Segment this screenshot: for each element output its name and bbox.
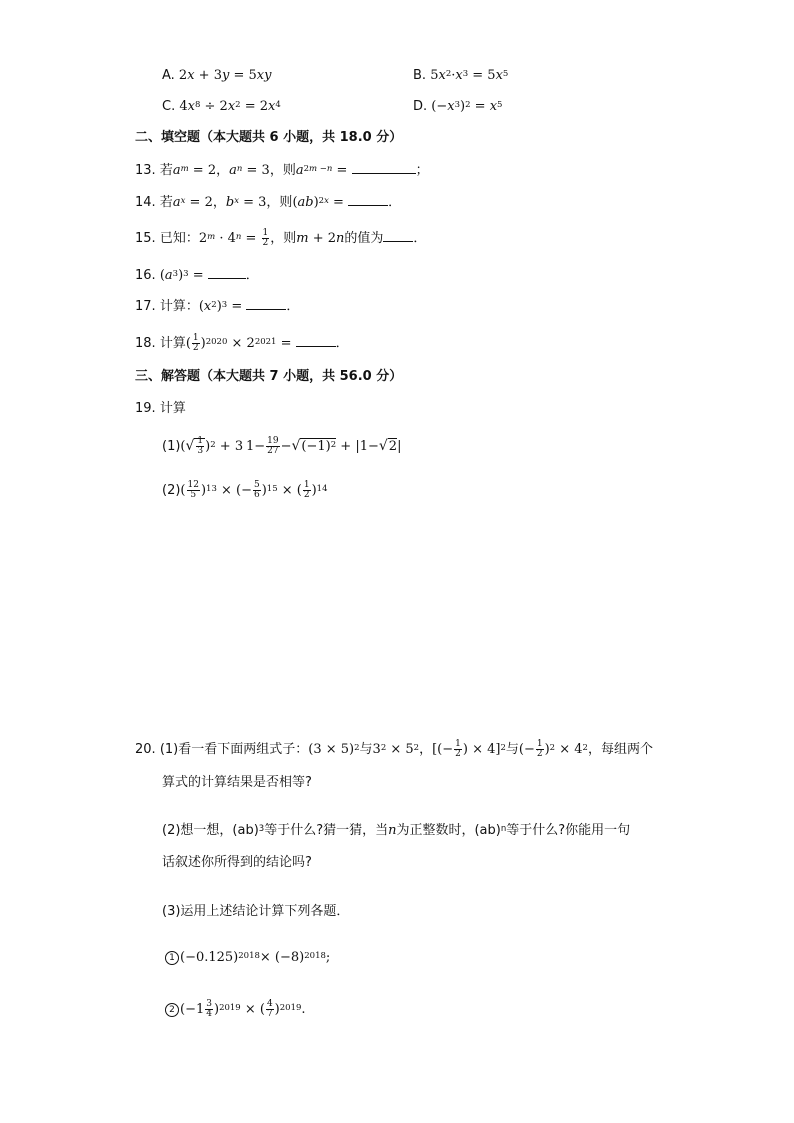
fraction: $\frac{1}{2}$ <box>536 739 543 759</box>
fraction: $\frac{3}{4}$ <box>206 999 212 1019</box>
question-19-part-2: (2)( $\frac{12}{5}$ )$^{13}$ × (− $\frac{5}{6}$ )$^{15}$ × ( $\frac{1}{2}$ )$^{14}$ <box>162 480 328 500</box>
option-b: B. $5x^2\cdot x^3 = 5x^5$ <box>413 68 509 83</box>
answer-blank[interactable] <box>208 267 246 279</box>
question-16: 16. $(a^3)^3$ = ． <box>135 268 259 283</box>
answer-blank[interactable] <box>383 230 413 242</box>
answer-blank[interactable] <box>348 194 388 206</box>
fraction: $\frac{1}{2}$ <box>262 228 269 248</box>
question-17: 17. 计算：$(x^2)^3$ = ． <box>135 299 300 314</box>
option-d: D. $(-x^3)^2 = x^5$ <box>413 99 503 114</box>
option-a: A. 2x + 3y = 5xy <box>162 68 272 83</box>
answer-blank[interactable] <box>352 162 416 174</box>
answer-blank[interactable] <box>296 335 336 347</box>
question-18: 18. 计算( $\frac{1}{2}$ )$^{2020} \times 2^{2021}$ = ． <box>135 333 349 353</box>
fraction: $\frac{1}{2}$ <box>455 739 461 759</box>
fraction: $\frac{1}{2}$ <box>303 480 310 500</box>
fraction: $\frac{4}{7}$ <box>266 999 273 1019</box>
question-20-line-2: 算式的计算结果是否相等? <box>162 775 312 790</box>
circled-number: 1 <box>165 951 179 965</box>
circled-number: 2 <box>165 1003 179 1017</box>
question-20-item-1: 1 $(-0.125)^{2018}\times (-8)^{2018}$; <box>165 950 330 966</box>
answer-blank[interactable] <box>246 298 286 310</box>
question-15: 15. 已知：$2^m \cdot 4^n$ = $\frac{1}{2}$ ，则m + 2n的值为 ． <box>135 228 427 248</box>
fraction: $\frac{1}{2}$ <box>192 333 199 353</box>
fraction: $\frac{1}{3}$ <box>197 436 204 456</box>
question-20-line-3: (2)想一想，(ab)$^3$等于什么?猜一猜，当n为正整数时，(ab)$^n$等于什么?你能用一句 <box>162 823 631 838</box>
fraction: $\frac{12}{5}$ <box>187 480 199 500</box>
question-19-part-1: (1)(√ $\frac{1}{3}$ )$^2$ + 3 1− $\frac{19}{27}$ $-√(-1)^2 + |1-√2|$ <box>162 436 402 456</box>
mixed-fraction <box>243 442 246 451</box>
question-19-title: 19. 计算 <box>135 401 186 416</box>
option-c: C. $4x^8 \div 2x^2 = 2x^4$ <box>162 99 281 114</box>
section-answer-heading: 三、解答题（本大题共 7 小题，共 56.0 分） <box>135 369 403 384</box>
question-20-item-2: 2 (−1 $\frac{3}{4}$ )$^{2019}$ × ( $\frac{4}{7}$ )$^{2019}$. <box>165 1000 306 1019</box>
question-20-line-5: (3)运用上述结论计算下列各题． <box>162 904 350 919</box>
question-20-line-1: 20. (1)看一看下面两组式子：$(3 \times 5)^2$与$3^2 \times 5^2$，[(− $\frac{1}{2}$ ) × 4]$^2$与(− $\frac{1}{2}$ )$^2 \times 4^2$，每组两个 <box>135 739 653 759</box>
section-fill-heading: 二、填空题（本大题共 6 小题，共 18.0 分） <box>135 130 403 145</box>
fraction: $\frac{19}{27}$ <box>267 436 279 456</box>
question-13: 13. 若$a^m = 2$，$a^n = 3$，则$a^{2m -n}$ = ； <box>135 163 429 178</box>
question-20-line-4: 话叙述你所得到的结论吗? <box>162 855 312 870</box>
fraction: $\frac{5}{6}$ <box>253 480 260 500</box>
question-14: 14. 若$a^x = 2$，$b^x = 3$，则(ab)$^{2x}$ = ． <box>135 195 402 210</box>
